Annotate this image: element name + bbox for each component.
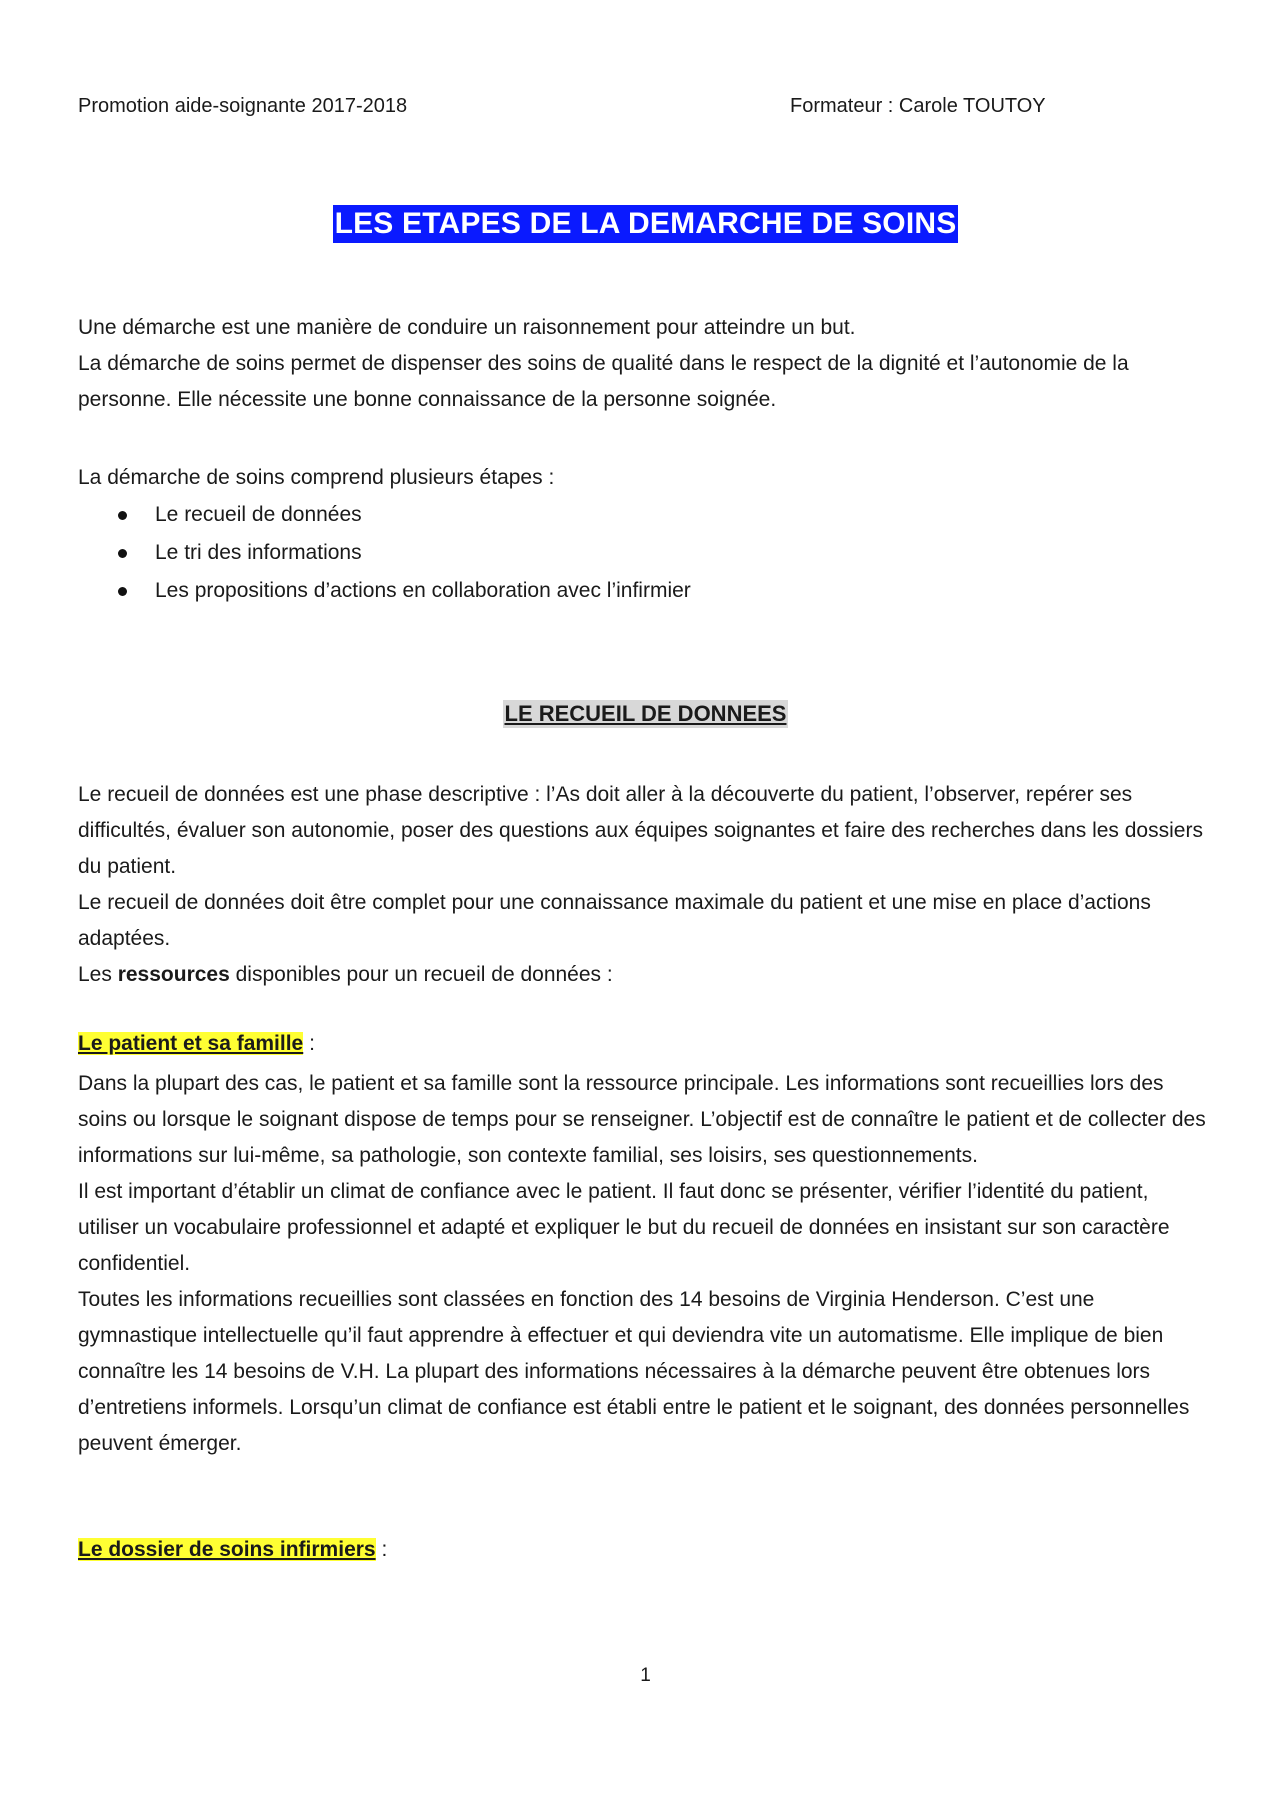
subheading-patient-family-label: Le patient et sa famille xyxy=(78,1032,304,1055)
intro-line-1: Une démarche est une manière de conduire un raisonnement pour atteindre un but. xyxy=(78,316,856,339)
steps-list xyxy=(78,496,691,610)
steps-intro xyxy=(78,460,1213,496)
subheading-patient-family xyxy=(78,1032,315,1056)
intro-line-2: La démarche de soins permet de dispenser des soins de qualité dans le respect de la dignité et l’autonomie de la personne. Elle nécessite une bonne connaissance de la personne soignée. xyxy=(78,352,1129,411)
recueil-p3-after: disponibles pour un recueil de données : xyxy=(229,963,613,986)
recueil-paragraph-2: Le recueil de données doit être complet pour une connaissance maximale du patient et une mise en place d’actions adaptées. xyxy=(78,891,1151,950)
subheading-nursing-file-label: Le dossier de soins infirmiers xyxy=(78,1538,376,1561)
header-promotion: Promotion aide-soignante 2017-2018 xyxy=(78,95,408,117)
page-number: 1 xyxy=(640,1665,651,1686)
patient-paragraph-1: Dans la plupart des cas, le patient et sa famille sont la ressource principale. Les informations sont recueillies lors des soins ou lorsque le soignant dispose de temps pour se renseigner. L’objectif est de connaître le patient et de collecter des informations sur lui-même, sa pathologie, son contexte familial, ses loisirs, ses questionnements. xyxy=(78,1072,1206,1167)
ressources-keyword: ressources xyxy=(117,963,230,986)
step-label: Le recueil de données xyxy=(155,503,362,526)
patient-family-paragraphs xyxy=(78,1066,1213,1462)
bullet-icon xyxy=(118,549,127,558)
section-heading-recueil: LE RECUEIL DE DONNEES xyxy=(504,701,787,726)
steps-intro-text: La démarche de soins comprend plusieurs étapes : xyxy=(78,466,555,489)
patient-paragraph-3: Toutes les informations recueillies sont classées en fonction des 14 besoins de Virginia Henderson. C’est une gymnastique intellectuelle qu’il faut apprendre à effectuer et qui deviendra vite un automatisme. Elle implique de bien connaître les 14 besoins de V.H. La plupart des informations nécessaires à la démarche peuvent être obtenues lors d’entretiens informels. Lorsqu’un climat de confiance est établi entre le patient et le soignant, des données personnelles peuvent émerger. xyxy=(78,1288,1190,1455)
document-title: LES ETAPES DE LA DEMARCHE DE SOINS xyxy=(333,205,959,243)
intro-paragraphs xyxy=(78,310,1213,418)
list-item xyxy=(78,572,691,610)
list-item xyxy=(78,496,691,534)
recueil-paragraphs xyxy=(78,777,1213,993)
bullet-icon xyxy=(118,511,127,520)
subheading-colon: : xyxy=(375,1538,388,1561)
step-label: Le tri des informations xyxy=(155,541,362,564)
recueil-paragraph-1: Le recueil de données est une phase descriptive : l’As doit aller à la découverte du patient, l’observer, repérer ses difficultés, évaluer son autonomie, poser des questions aux équipes soignantes et faire des recherches dans les dossiers du patient. xyxy=(78,783,1203,878)
title-container xyxy=(78,205,1213,243)
list-item xyxy=(78,534,691,572)
bullet-icon xyxy=(118,587,127,596)
recueil-paragraph-3 xyxy=(78,957,1213,993)
subheading-colon: : xyxy=(303,1032,315,1055)
step-label: Les propositions d’actions en collaboration avec l’infirmier xyxy=(155,579,691,602)
header-trainer: Formateur : Carole TOUTOY xyxy=(790,95,1046,117)
section-heading-container xyxy=(78,700,1213,728)
subheading-nursing-file xyxy=(78,1538,387,1562)
patient-paragraph-2: Il est important d’établir un climat de confiance avec le patient. Il faut donc se présenter, vérifier l’identité du patient, utiliser un vocabulaire professionnel et adapté et expliquer le but du recueil de données en insistant sur son caractère confidentiel. xyxy=(78,1180,1170,1275)
document-page xyxy=(78,0,1213,1811)
recueil-p3-before: Les xyxy=(78,963,118,986)
